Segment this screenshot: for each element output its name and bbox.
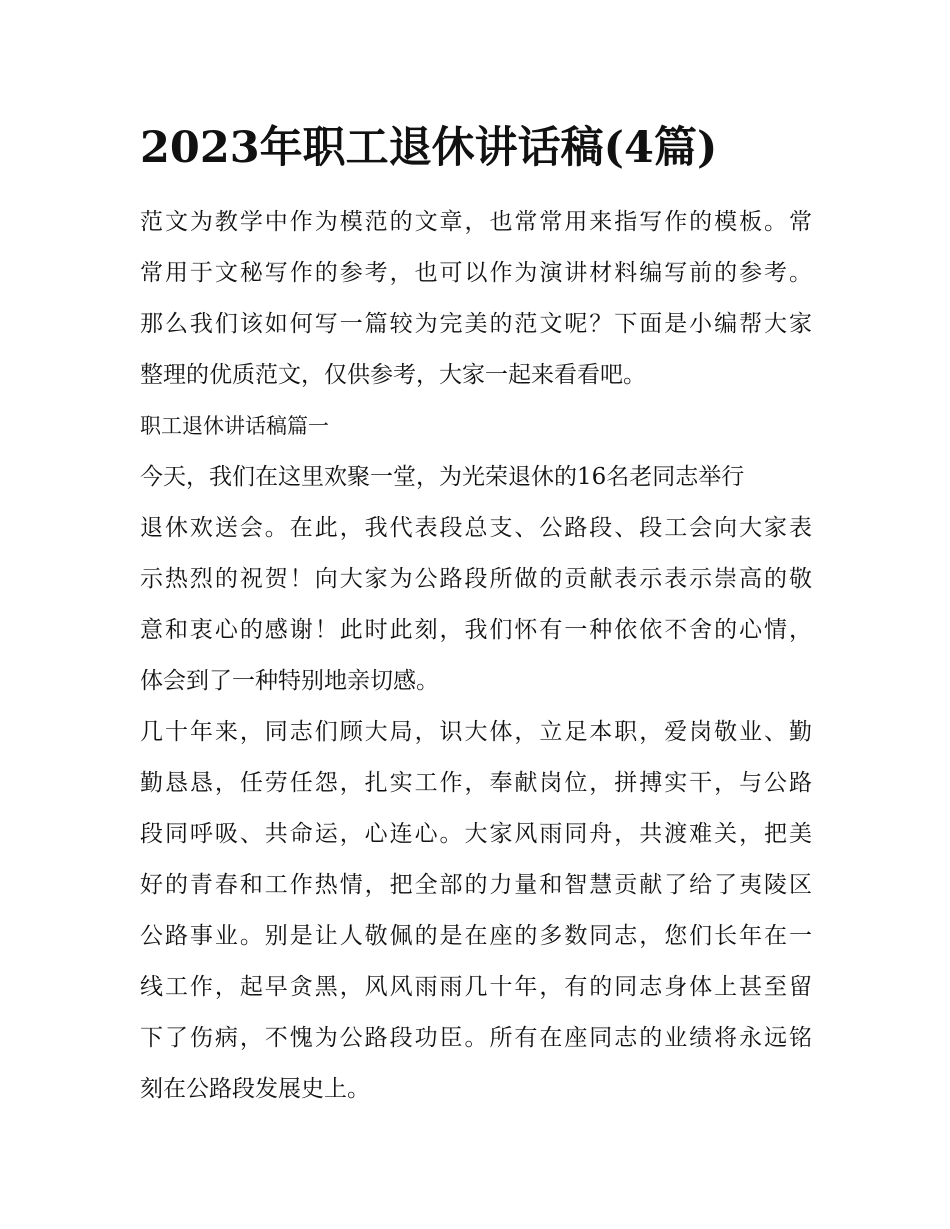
text-line: 体会到了一种特别地亲切感。 [140,668,439,694]
text-line: 常用于文秘写作的参考，也可以作为演讲材料编写前的参考。 [140,260,812,286]
intro-paragraph [140,197,812,401]
document-body [140,197,812,1115]
text-line: 公路事业。别是让人敬佩的是在座的多数同志，您们长年在一 [140,923,812,949]
text-line: 勤恳恳，任劳任怨，扎实工作，奉献岗位，拼搏实干，与公路 [140,770,812,796]
text-line: 段同呼吸、共命运，心连心。大家风雨同舟，共渡难关，把美 [140,821,812,847]
text-line: 几十年来，同志们顾大局，识大体，立足本职，爱岗敬业、勤 [140,719,812,745]
text-line: 刻在公路段发展史上。 [140,1076,370,1102]
text-line: 退休欢送会。在此，我代表段总支、公路段、段工会向大家表 [140,515,812,541]
text-line: 下了伤病，不愧为公路段功臣。所有在座同志的业绩将永远铭 [140,1025,812,1051]
text-line: 那么我们该如何写一篇较为完美的范文呢？下面是小编帮大家 [140,311,812,337]
section-heading: 职工退休讲话稿篇一 [140,414,329,438]
text-line: 好的青春和工作热情，把全部的力量和智慧贡献了给了夷陵区 [140,872,812,898]
text-line: 线工作，起早贪黑，风风雨雨几十年，有的同志身体上甚至留 [140,974,812,1000]
text-line: 范文为教学中作为模范的文章，也常常用来指写作的模板。常 [140,209,812,235]
text-line: 意和衷心的感谢！此时此刻，我们怀有一种依依不舍的心情， [140,617,812,643]
paragraph-1 [140,452,812,707]
text-line: 示热烈的祝贺！向大家为公路段所做的贡献表示表示崇高的敬 [140,566,812,592]
document-title: 2023年职工退休讲话稿(4篇) [140,123,718,173]
text-line: 整理的优质范文，仅供参考，大家一起来看看吧。 [140,362,646,388]
paragraph-2 [140,707,812,1115]
text-line: 今天，我们在这里欢聚一堂，为光荣退休的16名老同志举行 [140,464,745,490]
